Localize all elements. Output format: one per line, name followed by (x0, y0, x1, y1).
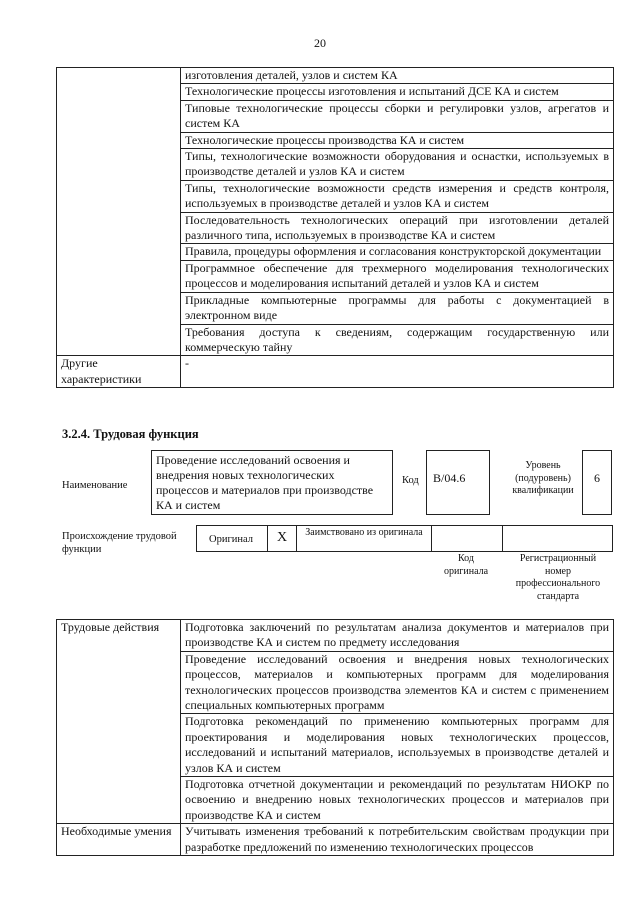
work-action-item: Проведение исследований освоения и внедрения новых технологических процессов, материалов и компьютерных программ для моделирования технологических процессов производства элементов КА и систем с применением специальных компьютерных программ (181, 651, 614, 714)
table-row (57, 620, 614, 652)
page-number: 20 (314, 36, 326, 50)
qualification-level-label: Уровень (подуровень) квалификации (512, 460, 574, 496)
table-row (57, 68, 614, 84)
knowledge-table (56, 67, 614, 388)
original-mark: X (276, 530, 288, 545)
work-action-item: Подготовка заключений по результатам анализа документов и материалов при производстве КА и систем по предмету исследования (181, 620, 614, 652)
registration-number-caption: Регистрационный номер профессионального стандарта (515, 553, 601, 602)
knowledge-item: Программное обеспечение для трехмерного моделирования технологических процессов и моделирования испытаний деталей и узлов КА и систем (181, 260, 614, 292)
function-name-box: Проведение исследований освоения и внедрения новых технологических процессов и материалов при производстве КА и систем (151, 450, 393, 515)
knowledge-item: Типы, технологические возможности оборудования и оснастки, используемых в производстве деталей и узлов КА и систем (181, 149, 614, 181)
origin-box (196, 525, 613, 552)
knowledge-item: Технологические процессы производства КА и систем (181, 132, 614, 148)
knowledge-item: изготовления деталей, узлов и систем КА (181, 68, 614, 84)
borrowed-label: Заимствовано из оригинала (305, 527, 423, 538)
code-label: Код (402, 475, 419, 486)
knowledge-item: Прикладные компьютерные программы для работы с документацией в электронном виде (181, 292, 614, 324)
table-row (57, 356, 614, 388)
other-characteristics-value: - (181, 356, 614, 388)
section-heading: 3.2.4. Трудовая функция (62, 427, 199, 441)
work-action-item: Подготовка отчетной документации и рекомендаций по результатам НИОКР по освоению и внедрению новых технологических процессов и материалов при производстве КА и систем (181, 777, 614, 824)
knowledge-item: Правила, процедуры оформления и согласования конструкторской документации (181, 244, 614, 260)
other-characteristics-label: Другие характеристики (57, 356, 181, 388)
required-skills-label: Необходимые умения (57, 824, 181, 856)
name-label: Наименование (62, 480, 128, 491)
knowledge-item: Требования доступа к сведениям, содержащим государственную или коммерческую тайну (181, 324, 614, 356)
work-actions-table (56, 619, 614, 856)
empty-label-cell (57, 68, 181, 356)
function-code-box: В/04.6 (426, 450, 490, 515)
knowledge-item: Типы, технологические возможности средств измерения и средств контроля, используемых в производстве деталей и узлов КА и систем (181, 180, 614, 212)
qualification-level-box: 6 (582, 450, 612, 515)
knowledge-item: Технологические процессы изготовления и испытаний ДСЕ КА и систем (181, 84, 614, 100)
table-row (57, 824, 614, 856)
origin-label: Происхождение трудовой функции (62, 531, 177, 555)
knowledge-item: Последовательность технологических операций при изготовлении деталей различного типа, используемых в производстве КА и систем (181, 212, 614, 244)
required-skill-item: Учитывать изменения требований к потребительским свойствам продукции при разработке предложений по изменению технологических процессов (181, 824, 614, 856)
work-actions-label: Трудовые действия (57, 620, 181, 824)
original-label: Оригинал (209, 534, 253, 545)
work-action-item: Подготовка рекомендаций по применению компьютерных программ для проектирования и моделирования новых технологических процессов, исследований и испытаний материалов, используемых в производстве деталей и узлов КА и систем (181, 714, 614, 777)
original-code-caption: Код оригинала (443, 553, 489, 577)
knowledge-item: Типовые технологические процессы сборки и регулировки узлов, агрегатов и систем КА (181, 100, 614, 132)
